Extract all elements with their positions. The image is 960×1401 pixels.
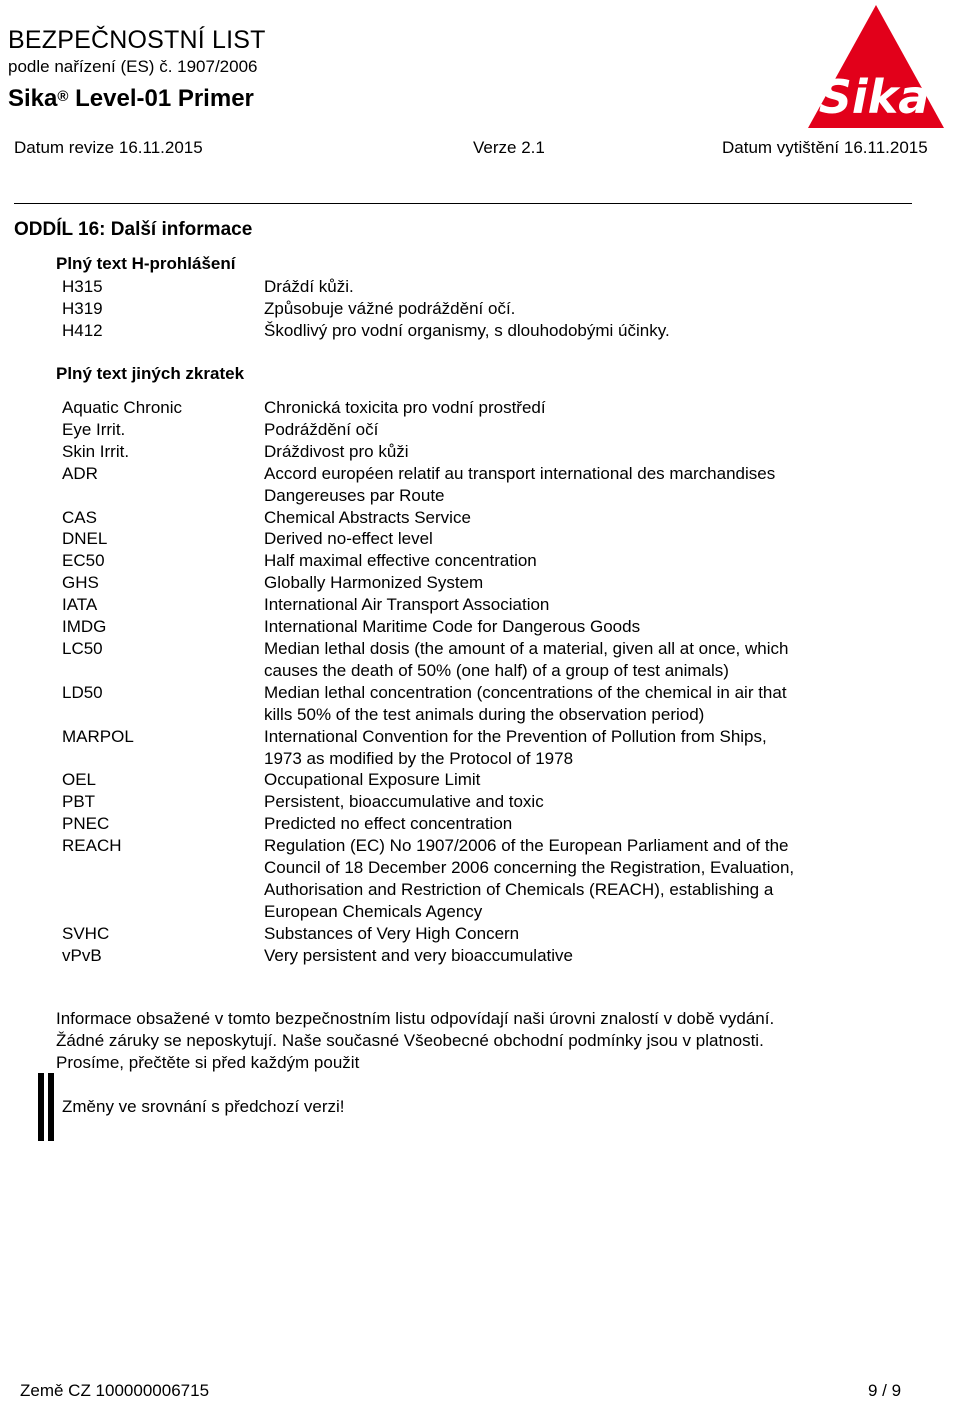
abbreviation-text-line: Half maximal effective concentration (264, 551, 537, 571)
abbreviation-code: PNEC (62, 814, 110, 834)
abbreviation-text-line: Persistent, bioaccumulative and toxic (264, 792, 544, 812)
abbreviation-text-line: Globally Harmonized System (264, 573, 484, 593)
abbreviation-row (62, 835, 892, 923)
abbreviation-row (62, 923, 892, 945)
abbreviation-text-line: Regulation (EC) No 1907/2006 of the European Parliament and of the (264, 836, 789, 856)
abbreviation-text (264, 835, 892, 923)
abbreviation-text-line: Authorisation and Restriction of Chemicals (REACH), establishing a (264, 879, 774, 899)
abbreviation-text (264, 572, 892, 594)
abbreviation-row (62, 638, 892, 682)
abbreviation-text-line: International Air Transport Association (264, 595, 550, 615)
abbreviations-table (62, 397, 892, 967)
abbreviation-code: ADR (62, 463, 98, 483)
abbreviation-code: IATA (62, 595, 98, 615)
info-line: Informace obsažené v tomto bezpečnostním listu odpovídají naši úrovni znalostí v době vydání. (56, 1009, 775, 1028)
abbreviation-text (264, 397, 892, 419)
abbreviation-text-line: 1973 as modified by the Protocol of 1978 (264, 748, 574, 768)
product-name (8, 82, 254, 114)
abbreviation-text (264, 682, 892, 726)
header-separator (14, 203, 912, 204)
abbreviation-text-line: Median lethal dosis (the amount of a material, given all at once, which (264, 638, 789, 658)
abbreviation-text-line: Council of 18 December 2006 concerning the Registration, Evaluation, (264, 858, 795, 878)
abbreviation-text-line: International Convention for the Prevention of Pollution from Ships, (264, 726, 767, 746)
h-statement-code: H412 (62, 321, 103, 340)
h-statement-code: H315 (62, 277, 103, 296)
abbreviation-text (264, 463, 892, 507)
abbreviation-row (62, 616, 892, 638)
abbreviation-row (62, 507, 892, 529)
abbreviation-code: IMDG (62, 617, 107, 637)
abbreviation-code: vPvB (62, 945, 102, 965)
abbreviations-heading: Plný text jiných zkratek (56, 364, 245, 383)
abbreviation-text-line: Dangereuses par Route (264, 485, 445, 505)
abbreviation-row (62, 572, 892, 594)
abbreviation-text (264, 726, 892, 770)
info-line: Prosíme, přečtěte si před každým použit (56, 1053, 360, 1072)
abbreviation-text-line: Chemical Abstracts Service (264, 507, 471, 527)
logo-registered-mark: ® (927, 83, 941, 99)
footer-country-code: Země CZ 100000006715 (20, 1381, 210, 1400)
abbreviation-row (62, 441, 892, 463)
abbreviation-text-line: International Maritime Code for Dangerous Goods (264, 617, 641, 637)
abbreviation-text-line: European Chemicals Agency (264, 901, 483, 921)
revision-date: Datum revize 16.11.2015 (14, 138, 203, 157)
h-statement-code: H319 (62, 299, 103, 318)
abbreviation-code: Aquatic Chronic (62, 398, 183, 417)
abbreviation-text (264, 945, 892, 967)
abbreviation-text-line: Occupational Exposure Limit (264, 770, 481, 790)
abbreviation-code: DNEL (62, 529, 108, 549)
abbreviation-code: CAS (62, 507, 97, 527)
page-number: 9 / 9 (868, 1381, 902, 1400)
abbreviation-row (62, 813, 892, 835)
abbreviation-text-line: Median lethal concentration (concentrations of the chemical in air that (264, 682, 787, 702)
print-date: Datum vytištění 16.11.2015 (722, 138, 928, 157)
abbreviation-code: MARPOL (62, 726, 134, 746)
regulation-subtitle: podle nařízení (ES) č. 1907/2006 (8, 57, 258, 76)
abbreviation-text (264, 419, 892, 441)
product-brand: Sika (8, 85, 58, 112)
abbreviation-text (264, 791, 892, 813)
h-statement-text: Způsobuje vážné podráždění očí. (264, 299, 516, 318)
abbreviation-text (264, 594, 892, 616)
h-statements-heading: Plný text H-prohlášení (56, 254, 236, 273)
changes-note: Změny ve srovnání s předchozí verzi! (62, 1097, 345, 1116)
abbreviation-text (264, 813, 892, 835)
abbreviation-row (62, 463, 892, 507)
abbreviation-row (62, 419, 892, 441)
abbreviation-code: LD50 (62, 682, 103, 702)
abbreviation-code: REACH (62, 836, 122, 856)
abbreviation-code: Skin Irrit. (62, 441, 130, 461)
abbreviation-row (62, 550, 892, 572)
abbreviation-text (264, 638, 892, 682)
h-statement-text: Dráždí kůži. (264, 277, 354, 296)
section-title: ODDÍL 16: Další informace (14, 219, 253, 240)
product-suffix: Level-01 Primer (75, 85, 254, 112)
sika-logo-icon (806, 3, 946, 130)
abbreviation-code: LC50 (62, 638, 103, 658)
abbreviation-text (264, 769, 892, 791)
abbreviation-code: Eye Irrit. (62, 419, 126, 439)
abbreviation-code: PBT (62, 792, 96, 812)
abbreviation-text-line: Accord européen relatif au transport international des marchandises (264, 463, 776, 483)
change-marker (38, 1073, 56, 1141)
abbreviation-row (62, 769, 892, 791)
abbreviation-text-line: causes the death of 50% (one half) of a group of test animals) (264, 660, 729, 680)
abbreviation-text-line: Substances of Very High Concern (264, 923, 520, 943)
abbreviation-text (264, 616, 892, 638)
info-line: Žádné záruky se neposkytují. Naše současné Všeobecné obchodní podmínky jsou v platnosti. (56, 1031, 764, 1050)
abbreviation-text-line: Very persistent and very bioaccumulative (264, 945, 573, 965)
info-paragraph (56, 1008, 916, 1074)
abbreviation-row (62, 945, 892, 967)
abbreviation-row (62, 397, 892, 419)
abbreviation-row (62, 528, 892, 550)
abbreviation-text-line: Predicted no effect concentration (264, 814, 513, 834)
abbreviation-text (264, 923, 892, 945)
abbreviation-text (264, 550, 892, 572)
abbreviation-code: EC50 (62, 551, 105, 571)
registered-mark: ® (57, 88, 69, 105)
abbreviation-text-line: Chronická toxicita pro vodní prostředí (264, 398, 546, 417)
abbreviation-text (264, 441, 892, 463)
abbreviation-text (264, 528, 892, 550)
abbreviation-row (62, 682, 892, 726)
abbreviation-text-line: Podráždění očí (264, 419, 379, 439)
logo-wordmark: Sika (818, 70, 930, 124)
abbreviation-code: OEL (62, 770, 97, 790)
abbreviation-text-line: kills 50% of the test animals during the observation period) (264, 704, 705, 724)
abbreviation-row (62, 726, 892, 770)
abbreviation-text (264, 507, 892, 529)
abbreviation-code: GHS (62, 573, 99, 593)
abbreviation-code: SVHC (62, 923, 110, 943)
abbreviation-row (62, 791, 892, 813)
document-title: BEZPEČNOSTNÍ LIST (8, 26, 266, 54)
abbreviation-text-line: Derived no-effect level (264, 529, 433, 549)
abbreviation-text-line: Dráždivost pro kůži (264, 441, 409, 461)
version: Verze 2.1 (473, 138, 545, 157)
h-statement-text: Škodlivý pro vodní organismy, s dlouhodobými účinky. (264, 321, 670, 340)
abbreviation-row (62, 594, 892, 616)
